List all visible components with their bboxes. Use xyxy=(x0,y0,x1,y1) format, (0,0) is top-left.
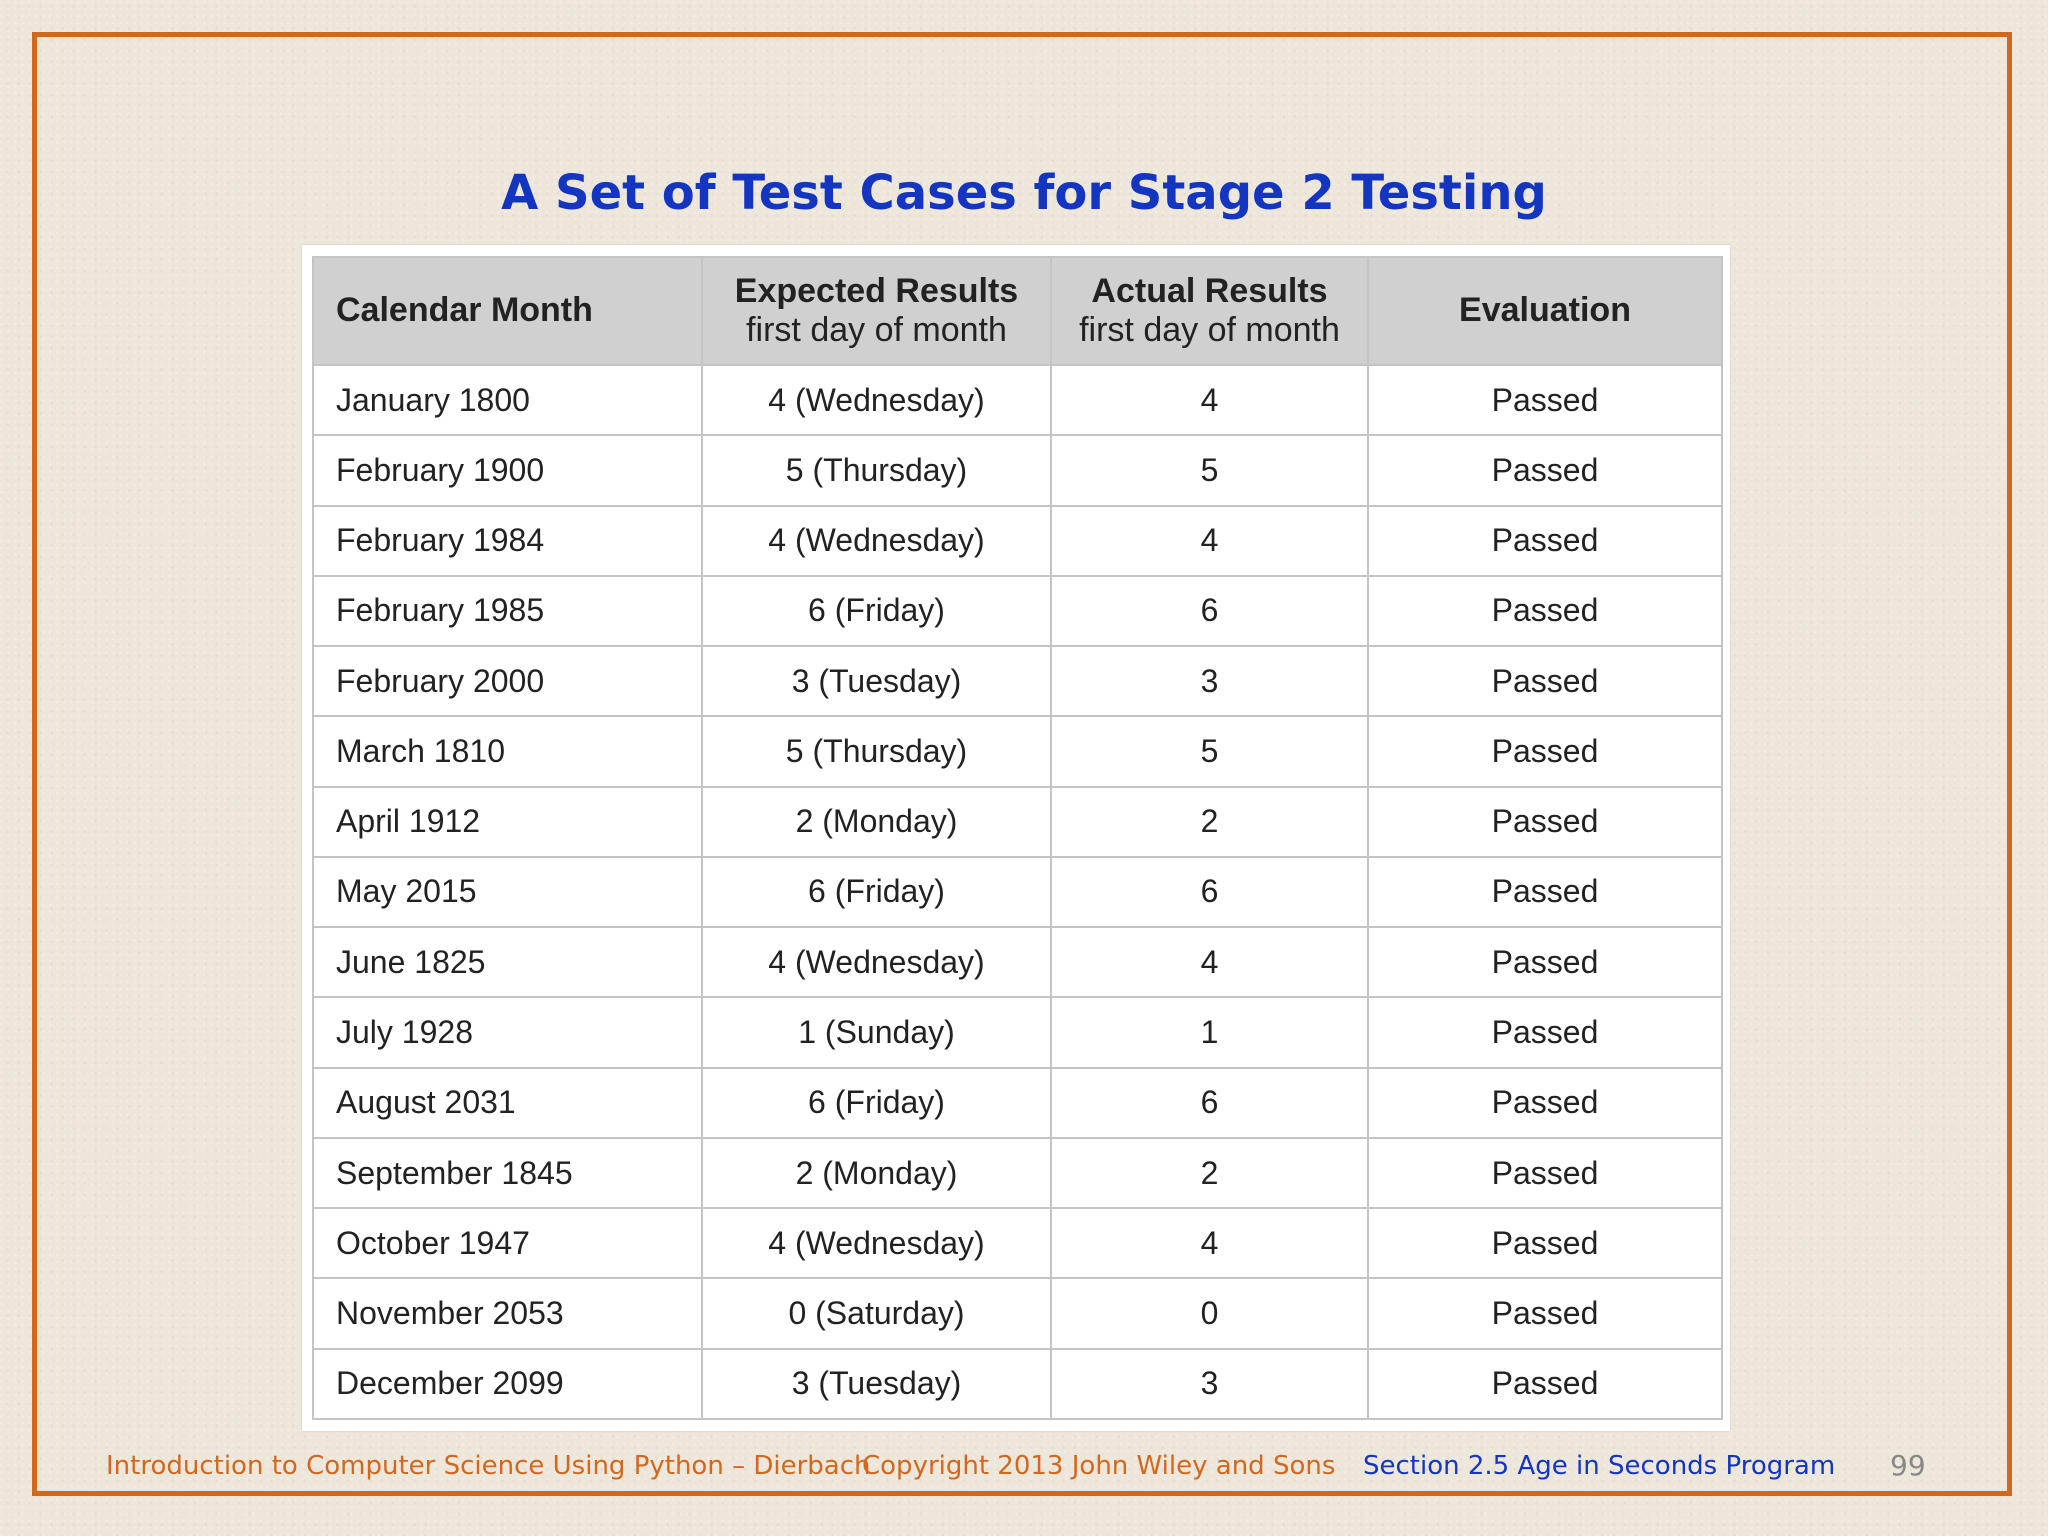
cell-evaluation: Passed xyxy=(1368,576,1722,646)
table-row xyxy=(313,435,1722,505)
cell-calendar-month: February 1985 xyxy=(313,576,702,646)
cell-expected-result: 1 (Sunday) xyxy=(702,997,1051,1067)
cell-actual-result: 2 xyxy=(1051,787,1368,857)
cell-calendar-month: June 1825 xyxy=(313,927,702,997)
cell-actual-result: 0 xyxy=(1051,1278,1368,1348)
cell-expected-result: 5 (Thursday) xyxy=(702,716,1051,786)
cell-evaluation: Passed xyxy=(1368,787,1722,857)
cell-expected-result: 5 (Thursday) xyxy=(702,435,1051,505)
test-cases-table xyxy=(312,256,1723,1420)
cell-actual-result: 3 xyxy=(1051,646,1368,716)
cell-calendar-month: May 2015 xyxy=(313,857,702,927)
cell-evaluation: Passed xyxy=(1368,1349,1722,1419)
cell-expected-result: 4 (Wednesday) xyxy=(702,1208,1051,1278)
cell-expected-result: 0 (Saturday) xyxy=(702,1278,1051,1348)
cell-expected-result: 3 (Tuesday) xyxy=(702,646,1051,716)
cell-expected-result: 3 (Tuesday) xyxy=(702,1349,1051,1419)
table-row xyxy=(313,365,1722,435)
header-actual-results-sublabel: first day of month xyxy=(1079,311,1340,349)
cell-evaluation: Passed xyxy=(1368,1208,1722,1278)
table-row xyxy=(313,927,1722,997)
cell-calendar-month: January 1800 xyxy=(313,365,702,435)
cell-actual-result: 4 xyxy=(1051,927,1368,997)
table-row xyxy=(313,576,1722,646)
footer-section: Section 2.5 Age in Seconds Program xyxy=(1363,1451,1836,1481)
cell-actual-result: 6 xyxy=(1051,1068,1368,1138)
header-expected-results-sublabel: first day of month xyxy=(746,311,1007,349)
header-evaluation xyxy=(1368,257,1722,365)
header-actual-results xyxy=(1051,257,1368,365)
cell-evaluation: Passed xyxy=(1368,716,1722,786)
cell-calendar-month: February 1984 xyxy=(313,506,702,576)
cell-calendar-month: November 2053 xyxy=(313,1278,702,1348)
cell-actual-result: 3 xyxy=(1051,1349,1368,1419)
table-row xyxy=(313,997,1722,1067)
cell-evaluation: Passed xyxy=(1368,857,1722,927)
cell-calendar-month: August 2031 xyxy=(313,1068,702,1138)
cell-calendar-month: October 1947 xyxy=(313,1208,702,1278)
header-calendar-month-label: Calendar Month xyxy=(336,291,593,330)
header-expected-results-label: Expected Results xyxy=(734,271,1019,310)
slide-page-number: 99 xyxy=(1890,1449,1926,1482)
cell-expected-result: 4 (Wednesday) xyxy=(702,506,1051,576)
cell-evaluation: Passed xyxy=(1368,927,1722,997)
cell-actual-result: 6 xyxy=(1051,576,1368,646)
table-row xyxy=(313,716,1722,786)
table-row xyxy=(313,787,1722,857)
cell-calendar-month: September 1845 xyxy=(313,1138,702,1208)
cell-evaluation: Passed xyxy=(1368,506,1722,576)
cell-evaluation: Passed xyxy=(1368,646,1722,716)
table-header-row xyxy=(313,257,1722,365)
cell-evaluation: Passed xyxy=(1368,1278,1722,1348)
cell-evaluation: Passed xyxy=(1368,1068,1722,1138)
cell-calendar-month: February 2000 xyxy=(313,646,702,716)
cell-calendar-month: December 2099 xyxy=(313,1349,702,1419)
cell-actual-result: 5 xyxy=(1051,435,1368,505)
header-evaluation-label: Evaluation xyxy=(1459,291,1631,330)
cell-calendar-month: February 1900 xyxy=(313,435,702,505)
table-row xyxy=(313,646,1722,716)
cell-actual-result: 6 xyxy=(1051,857,1368,927)
cell-expected-result: 2 (Monday) xyxy=(702,1138,1051,1208)
header-calendar-month xyxy=(313,257,702,365)
cell-expected-result: 4 (Wednesday) xyxy=(702,927,1051,997)
table-row xyxy=(313,1068,1722,1138)
cell-actual-result: 4 xyxy=(1051,365,1368,435)
cell-calendar-month: April 1912 xyxy=(313,787,702,857)
cell-actual-result: 4 xyxy=(1051,506,1368,576)
cell-expected-result: 6 (Friday) xyxy=(702,857,1051,927)
cell-calendar-month: March 1810 xyxy=(313,716,702,786)
table-row xyxy=(313,1208,1722,1278)
cell-evaluation: Passed xyxy=(1368,435,1722,505)
table-row xyxy=(313,506,1722,576)
header-actual-results-label: Actual Results xyxy=(1091,271,1328,310)
slide-title: A Set of Test Cases for Stage 2 Testing xyxy=(501,165,1547,221)
cell-expected-result: 6 (Friday) xyxy=(702,1068,1051,1138)
table-row xyxy=(313,1278,1722,1348)
table-row xyxy=(313,857,1722,927)
cell-expected-result: 2 (Monday) xyxy=(702,787,1051,857)
cell-calendar-month: July 1928 xyxy=(313,997,702,1067)
cell-actual-result: 5 xyxy=(1051,716,1368,786)
cell-actual-result: 4 xyxy=(1051,1208,1368,1278)
cell-evaluation: Passed xyxy=(1368,1138,1722,1208)
cell-evaluation: Passed xyxy=(1368,997,1722,1067)
table-body xyxy=(313,365,1722,1419)
table-row xyxy=(313,1349,1722,1419)
footer-copyright: Copyright 2013 John Wiley and Sons xyxy=(862,1451,1336,1481)
header-expected-results xyxy=(702,257,1051,365)
test-cases-panel xyxy=(302,245,1730,1431)
cell-actual-result: 2 xyxy=(1051,1138,1368,1208)
cell-evaluation: Passed xyxy=(1368,365,1722,435)
footer-book-title: Introduction to Computer Science Using Python – Dierbach xyxy=(106,1451,871,1481)
table-row xyxy=(313,1138,1722,1208)
cell-expected-result: 4 (Wednesday) xyxy=(702,365,1051,435)
cell-actual-result: 1 xyxy=(1051,997,1368,1067)
cell-expected-result: 6 (Friday) xyxy=(702,576,1051,646)
